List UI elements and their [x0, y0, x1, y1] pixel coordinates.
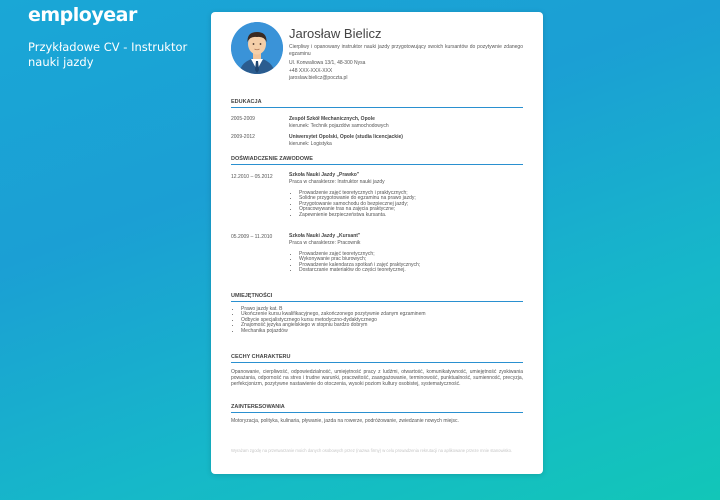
- avatar: [231, 22, 283, 74]
- experience-duties: [289, 252, 519, 274]
- experience-role: Praca w charakterze: Pracownik: [289, 239, 361, 246]
- contact-email[interactable]: jaroslaw.bielicz@poczta.pl: [289, 75, 348, 81]
- gdpr-consent-note: Wyrażam zgodę na przetwarzanie moich danych osobowych przez (nazwa firmy) w celu prowadzenia rekrutacji na aplikowane przeze mnie stanowisko.: [231, 448, 513, 453]
- experience-role: Praca w charakterze: Instruktor nauki jazdy: [289, 178, 385, 185]
- education-dates: 2009-2012: [231, 134, 255, 140]
- list-item: • Mechanika pojazdów: [241, 329, 523, 334]
- experience-duties: [289, 191, 519, 218]
- list-item: • Solidne przygotowanie do egzaminu na prawo jazdy;: [299, 196, 519, 201]
- profile-summary: Cierpliwy i opanowany instruktor nauki jazdy przygotowujący swoich kursantów do pozytywnie zdanego egzaminu: [289, 44, 523, 57]
- experience-company: Szkoła Nauki Jazdy „Kursant”: [289, 233, 361, 239]
- skills-list: [231, 307, 523, 334]
- traits-text: Opanowanie, cierpliwość, odpowiedzialność, umiejętność pracy z ludźmi, otwartość, komunikatywność, umiejętność zyskiwania poważania, odporność na stres i trudne warunki, pracowitość, zaangażowanie, terminowość, punktualność, sumienność, precyzja, perfekcjonizm, pozytywne nastawienie do otoczenia, wysoki poziom kultury osobistej, systematyczność.: [231, 369, 523, 387]
- page-title: Przykładowe CV - Instruktor nauki jazdy: [28, 40, 188, 69]
- education-entry: [289, 134, 403, 147]
- list-item: • Ukończenie kursu kwalifikacyjnego, zakończonego pozytywnie zdanym egzaminem: [241, 312, 523, 317]
- list-item: • Prawo jazdy kat. B: [241, 307, 523, 312]
- list-item: • Opracowywanie tras na zajęcia praktyczne;: [299, 207, 519, 212]
- skills-list-wrapper: [231, 307, 523, 334]
- list-item: • Znajomość języka angielskiego w stopniu bardzo dobrym: [241, 323, 523, 328]
- education-field: kierunek: Technik pojazdów samochodowych: [289, 122, 389, 129]
- experience-company: Szkoła Nauki Jazdy „Prawko”: [289, 172, 360, 178]
- section-heading-experience: DOŚWIADCZENIE ZAWODOWE: [231, 156, 523, 165]
- contact-address: Ul. Konwaliowa 13/1, 48-300 Nysa: [289, 60, 366, 66]
- list-item: • Prowadzenie zajęć teoretycznych;: [299, 252, 519, 257]
- avatar-illustration-icon: [231, 22, 283, 74]
- experience-entry: [289, 172, 519, 218]
- contact-details: [289, 60, 365, 83]
- section-heading-skills: UMIEJĘTNOŚCI: [231, 293, 523, 302]
- education-dates: 2005-2009: [231, 116, 255, 122]
- employear-logo[interactable]: employear: [28, 4, 137, 26]
- education-school: Uniwersytet Opolski, Opole (studia licencjackie): [289, 134, 403, 140]
- cv-document: [211, 12, 543, 474]
- section-heading-interests: ZAINTERESOWANIA: [231, 404, 523, 413]
- list-item: • Prowadzenie zajęć teoretycznych i praktycznych;: [299, 191, 519, 196]
- education-field: kierunek: Logistyka: [289, 140, 332, 147]
- experience-dates: 12.2010 – 05.2012: [231, 174, 273, 180]
- contact-phone: +48 XXX-XXX-XXX: [289, 67, 333, 74]
- list-item: • Dostarczanie materiałów do części teoretycznej.: [299, 268, 519, 273]
- list-item: • Przygotowanie samochodu do bezpiecznej jazdy;: [299, 202, 519, 207]
- interests-text: Motoryzacja, polityka, kulinaria, pływanie, jazda na rowerze, podróżowanie, zwiedzanie nowych miejsc.: [231, 418, 459, 424]
- list-item: • Wykonywanie prac biurowych;: [299, 257, 519, 262]
- section-heading-traits: CECHY CHARAKTERU: [231, 354, 523, 363]
- list-item: • Prowadzenie kalendarza spotkań i zajęć praktycznych;: [299, 263, 519, 268]
- experience-entry: [289, 233, 519, 274]
- list-item: • Zapewnienie bezpieczeństwa kursanta.: [299, 213, 519, 218]
- list-item: • Odbycie specjalistycznego kursu metodyczno-dydaktycznego: [241, 318, 523, 323]
- education-school: Zespół Szkół Mechanicznych, Opole: [289, 116, 375, 122]
- section-heading-education: EDUKACJA: [231, 99, 523, 108]
- candidate-name: Jarosław Bielicz: [289, 26, 382, 41]
- education-entry: [289, 116, 389, 129]
- experience-dates: 05.2009 – 11.2010: [231, 234, 273, 240]
